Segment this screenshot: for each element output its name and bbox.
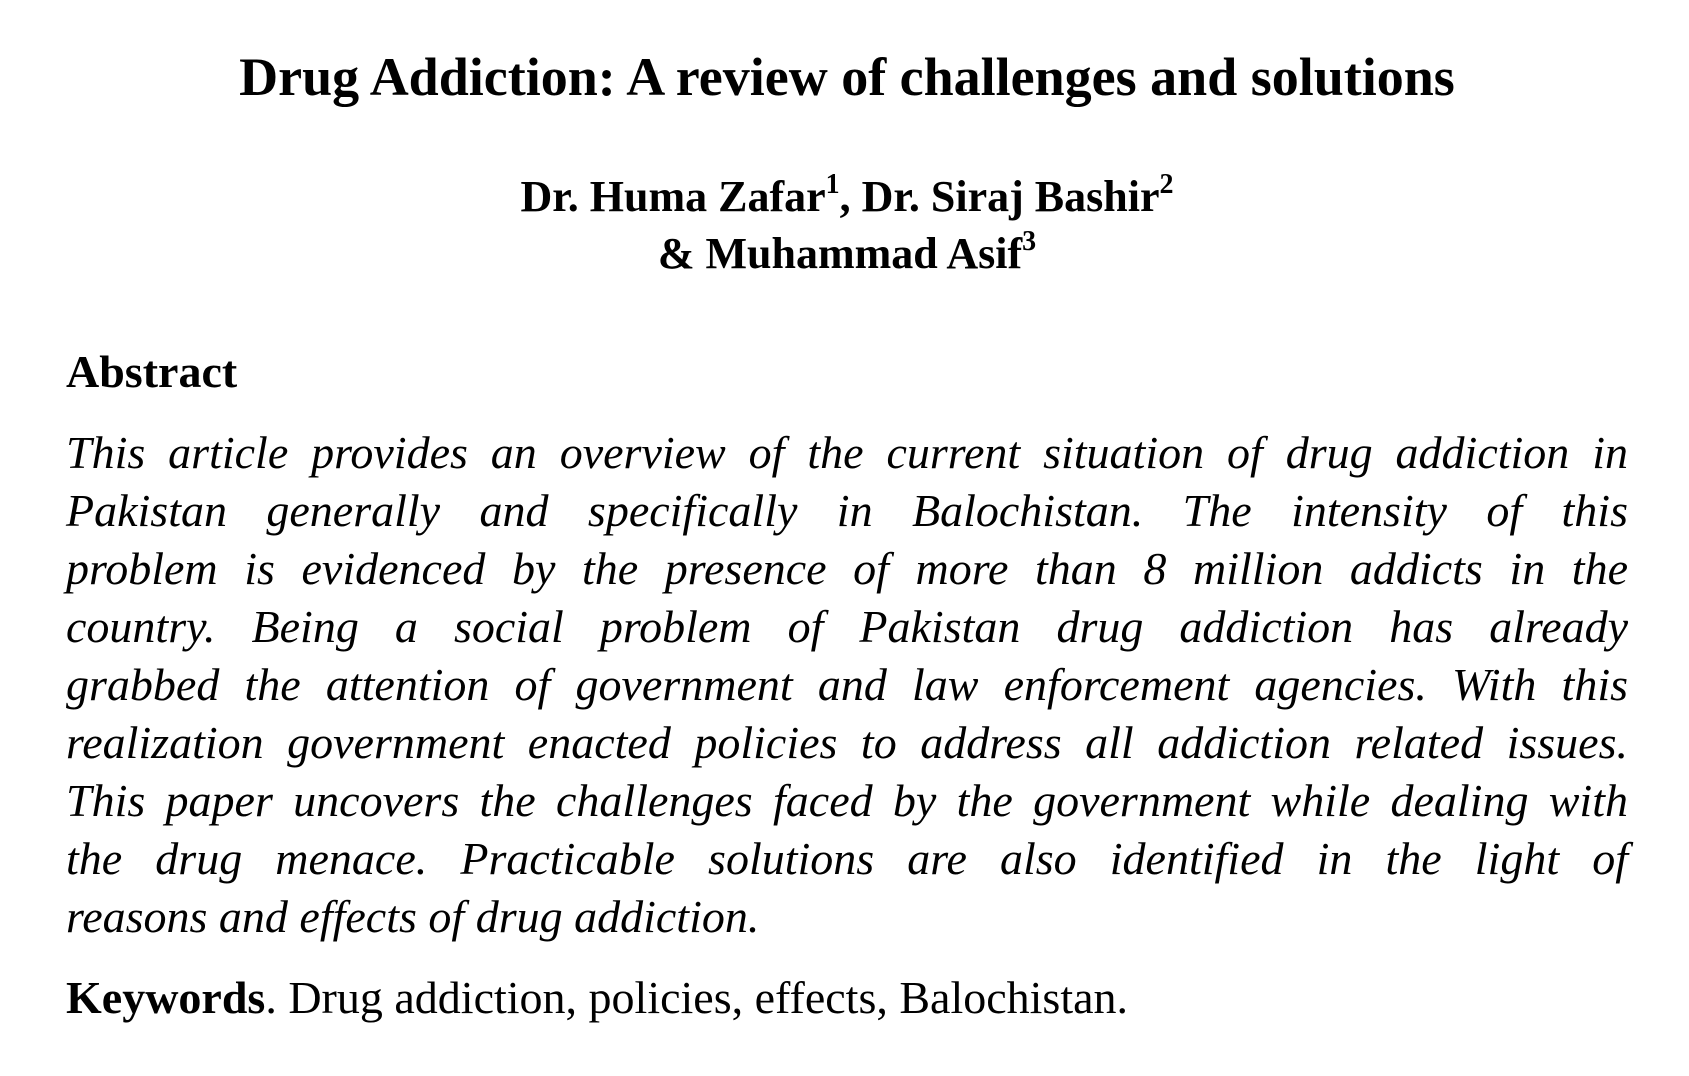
- abstract-line: the drug menace. Practicable solutions are also identified in the light of: [66, 833, 1628, 884]
- author-line-1: [66, 168, 1628, 225]
- abstract-line: realization government enacted policies to address all addiction related issues.: [66, 717, 1628, 768]
- author-separator: ,: [839, 172, 862, 221]
- paper-title: Drug Addiction: A review of challenges and solutions: [239, 47, 1455, 107]
- abstract-line: This article provides an overview of the current situation of drug addiction in: [66, 427, 1628, 478]
- author-name: Muhammad Asif: [705, 229, 1023, 278]
- abstract-body: [66, 424, 1628, 946]
- author-name: Dr. Siraj Bashir: [861, 172, 1160, 221]
- abstract-line: reasons and effects of drug addiction.: [66, 891, 760, 942]
- abstract-line: This paper uncovers the challenges faced by the government while dealing with: [66, 775, 1628, 826]
- author-affiliation-marker: 2: [1159, 169, 1174, 201]
- author-line-2: [66, 225, 1628, 282]
- author-conjunction: &: [657, 229, 706, 278]
- abstract-line: Pakistan generally and specifically in Balochistan. The intensity of this: [66, 485, 1628, 536]
- author-affiliation-marker: 3: [1022, 226, 1037, 258]
- keywords-label: Keywords: [66, 972, 266, 1023]
- abstract-line: grabbed the attention of government and law enforcement agencies. With this: [66, 659, 1628, 710]
- author-affiliation-marker: 1: [825, 169, 840, 201]
- abstract-line: country. Being a social problem of Pakistan drug addiction has already: [66, 601, 1628, 652]
- keywords-label-punctuation: .: [265, 972, 277, 1023]
- author-name: Dr. Huma Zafar: [520, 172, 826, 221]
- author-block: [66, 168, 1628, 282]
- keywords-section: [66, 970, 1128, 1026]
- keywords-list: Drug addiction, policies, effects, Balochistan.: [276, 972, 1129, 1023]
- abstract-line: problem is evidenced by the presence of more than 8 million addicts in the: [66, 543, 1628, 594]
- abstract-heading: Abstract: [66, 346, 238, 397]
